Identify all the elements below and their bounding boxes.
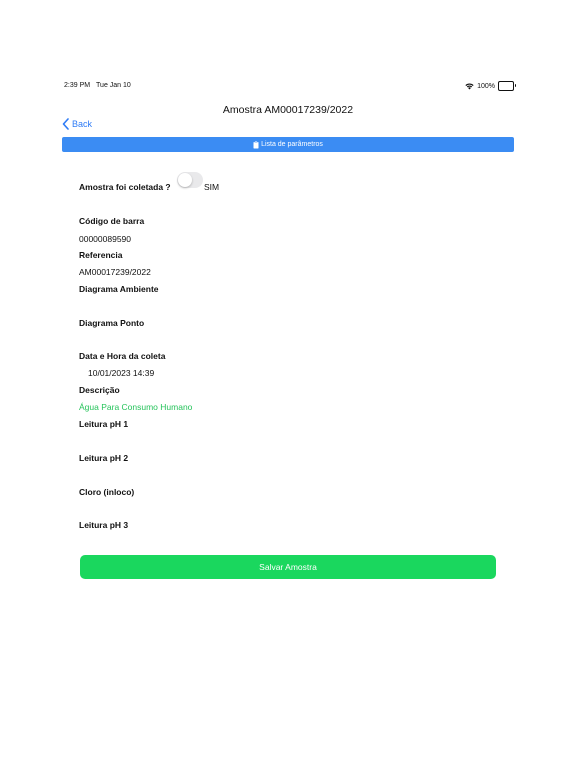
- back-button[interactable]: [62, 118, 92, 130]
- collection-datetime-label: Data e Hora da coleta: [79, 351, 166, 361]
- ph2-label: Leitura pH 2: [79, 453, 129, 463]
- reference-label: Referencia: [79, 250, 123, 260]
- collected-toggle[interactable]: [177, 172, 203, 188]
- chevron-left-icon: [62, 118, 69, 130]
- wifi-icon: [465, 83, 474, 90]
- back-label: Back: [72, 119, 93, 129]
- description-value: Água Para Consumo Humano: [79, 402, 193, 412]
- save-sample-button[interactable]: Salvar Amostra: [80, 555, 496, 579]
- barcode-label: Código de barra: [79, 216, 145, 226]
- parameter-list-label: Lista de parâmetros: [261, 141, 323, 148]
- reference-value: AM00017239/2022: [79, 267, 151, 277]
- barcode-value: 00000089590: [79, 234, 132, 244]
- parameter-list-button[interactable]: [62, 137, 514, 152]
- status-indicators: [465, 81, 514, 91]
- status-time: 2:39 PM: [64, 82, 91, 89]
- toggle-knob: [178, 173, 192, 187]
- battery-icon: [498, 81, 514, 91]
- description-label: Descrição: [79, 385, 120, 395]
- status-time-date: [64, 82, 131, 89]
- ph1-label: Leitura pH 1: [79, 419, 129, 429]
- ph3-label: Leitura pH 3: [79, 520, 129, 530]
- clipboard-icon: [253, 141, 259, 149]
- status-bar: [0, 80, 576, 94]
- collected-label: Amostra foi coletada ?: [79, 182, 171, 192]
- collection-datetime-value[interactable]: 10/01/2023 14:39: [88, 368, 155, 378]
- collected-value: SIM: [204, 182, 220, 192]
- point-diagram-label: Diagrama Ponto: [79, 318, 145, 328]
- page-title: Amostra AM00017239/2022: [222, 104, 354, 116]
- battery-percent: 100%: [477, 82, 495, 90]
- chlorine-label: Cloro (inloco): [79, 487, 135, 497]
- environment-diagram-label: Diagrama Ambiente: [79, 284, 159, 294]
- status-date: Tue Jan 10: [96, 82, 131, 89]
